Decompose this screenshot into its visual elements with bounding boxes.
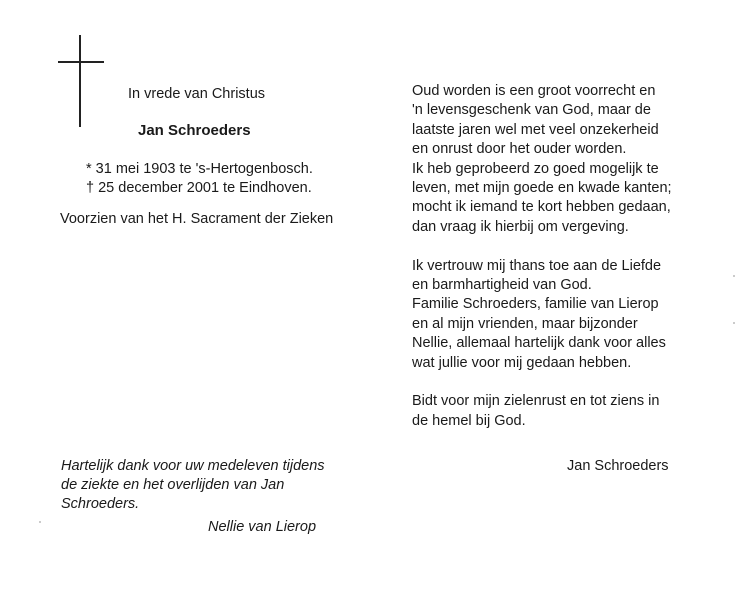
text-line: laatste jaren wel met veel onzekerheid [412,121,659,138]
text-line: Familie Schroeders, familie van Lierop [412,296,659,313]
text-line: en al mijn vrienden, maar bijzonder [412,315,638,332]
text-line: dan vraag ik hierbij om vergeving. [412,218,629,235]
text-line: Ik vertrouw mij thans toe aan de Liefde [412,257,662,274]
text-line: Oud worden is een groot voorrecht en [412,83,656,99]
paragraph-2 [412,257,722,373]
sacrament-text: Voorzien van het H. Sacrament der Zieken [60,211,334,227]
birth-line: * 31 mei 1903 te 's-Hertogenbosch. [86,161,313,177]
paragraph-1 [412,82,722,237]
text-line: en onrust door het ouder worden. [412,141,627,158]
text-line: leven, met mijn goede en kwade kanten; [412,180,672,197]
text-line: Ik heb geprobeerd zo goed mogelijk te [412,160,659,177]
thanks-line: Schroeders. [61,496,140,512]
cross-icon [79,35,81,127]
text-line: Bidt voor mijn zielenrust en tot ziens in [412,393,660,410]
life-dates [86,160,313,198]
text-line: wat jullie voor mij gedaan hebben. [412,354,632,371]
text-line: Nellie, allemaal hartelijk dank voor alles [412,335,666,352]
thanks-line: de ziekte en het overlijden van Jan [61,477,285,493]
text-line: 'n levensgeschenk van God, maar de [412,102,651,119]
cross-icon-bar [58,61,104,63]
text-line: en barmhartigheid van God. [412,277,592,294]
thanks-signature: Nellie van Lierop [208,519,317,535]
scan-speck [39,521,41,523]
death-line: † 25 december 2001 te Eindhoven. [86,180,312,196]
text-line: de hemel bij God. [412,412,526,429]
intro-text: In vrede van Christus [128,86,266,102]
deceased-name: Jan Schroeders [138,122,251,139]
poem-text [412,82,722,451]
thanks-text [61,457,361,514]
thanks-line: Hartelijk dank voor uw medeleven tijdens [61,458,325,474]
paragraph-3 [412,392,722,431]
author-signature: Jan Schroeders [567,458,669,474]
text-line: mocht ik iemand te kort hebben gedaan, [412,199,671,216]
